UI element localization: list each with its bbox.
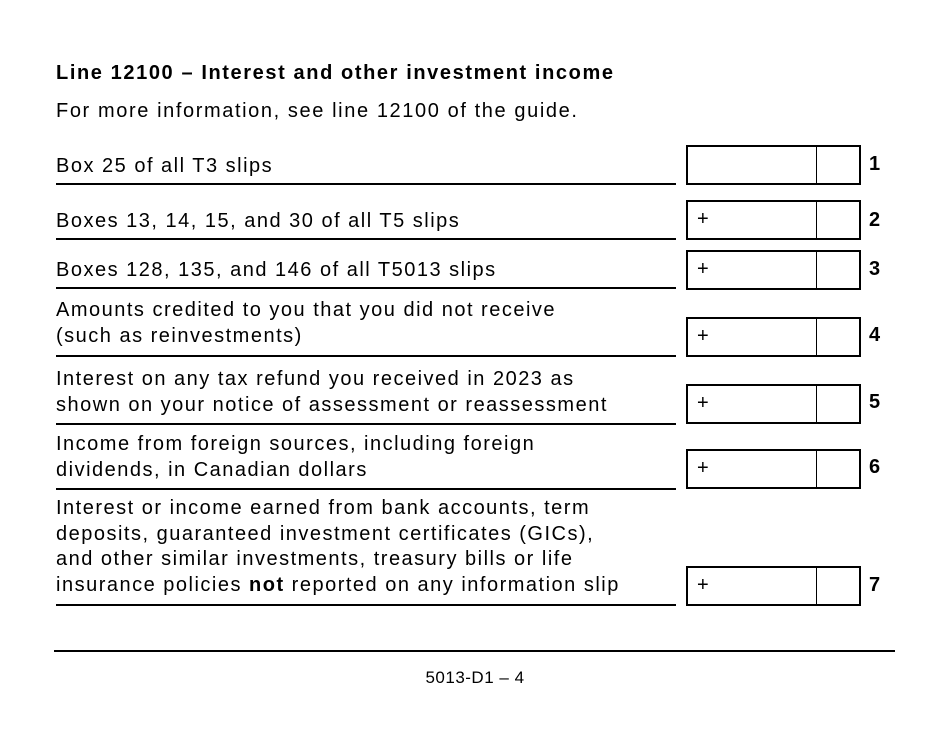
line-6-number: 6 (869, 456, 881, 478)
line-7-number: 7 (869, 574, 881, 596)
line-6-description (56, 432, 676, 490)
line-7-emphasis-not: not (249, 573, 285, 596)
line-2-description (56, 209, 676, 240)
line-6-amount-field[interactable] (686, 449, 861, 489)
line-5-text-2: shown on your notice of assessment or reassessment (56, 393, 608, 416)
line-2-amount-field[interactable] (686, 200, 861, 240)
line-3-sign: + (697, 258, 709, 280)
line-7-description (56, 496, 676, 606)
section-title: Line 12100 – Interest and other investment income (56, 62, 615, 84)
line-5-amount-field[interactable] (686, 384, 861, 424)
line-3-text: Boxes 128, 135, and 146 of all T5013 slips (56, 259, 497, 281)
line-5-description (56, 367, 676, 425)
line-1-number: 1 (869, 153, 881, 175)
line-7-amount-field[interactable] (686, 566, 861, 606)
line-4-text-2: (such as reinvestments) (56, 324, 303, 347)
line-6-cents-divider (816, 451, 817, 487)
line-4-text-1: Amounts credited to you that you did not receive (56, 299, 557, 321)
line-1-cents-divider (816, 147, 817, 183)
footer-rule (54, 650, 895, 652)
line-7-text-4 (56, 573, 676, 599)
line-6-sign: + (697, 457, 709, 479)
line-2-number: 2 (869, 209, 881, 231)
line-6-text-1: Income from foreign sources, including foreign (56, 433, 536, 455)
line-3-amount-field[interactable] (686, 250, 861, 290)
line-2-text: Boxes 13, 14, 15, and 30 of all T5 slips (56, 210, 461, 232)
line-5-sign: + (697, 392, 709, 414)
line-6-text-2: dividends, in Canadian dollars (56, 458, 368, 481)
line-4-number: 4 (869, 324, 881, 346)
section-subtitle: For more information, see line 12100 of the guide. (56, 100, 579, 122)
line-3-description (56, 258, 676, 289)
line-2-sign: + (697, 208, 709, 230)
line-3-cents-divider (816, 252, 817, 288)
line-4-sign: + (697, 325, 709, 347)
line-7-text-3: and other similar investments, treasury bills or life (56, 548, 574, 570)
line-7-cents-divider (816, 568, 817, 604)
page-footer-label: 5013-D1 – 4 (425, 668, 525, 687)
line-7-text-4b: reported on any information slip (284, 573, 620, 596)
line-5-number: 5 (869, 391, 881, 413)
line-1-amount-field[interactable] (686, 145, 861, 185)
line-7-text-2: deposits, guaranteed investment certificates (GICs), (56, 522, 595, 545)
line-7-sign: + (697, 574, 709, 596)
line-4-description (56, 298, 676, 357)
line-1-description (56, 154, 676, 185)
line-7-text-4a: insurance policies (56, 573, 250, 596)
line-7-text-1: Interest or income earned from bank accounts, term (56, 497, 591, 519)
line-1-text: Box 25 of all T3 slips (56, 155, 274, 177)
line-3-number: 3 (869, 258, 881, 280)
line-4-amount-field[interactable] (686, 317, 861, 357)
line-4-cents-divider (816, 319, 817, 355)
line-5-cents-divider (816, 386, 817, 422)
line-2-cents-divider (816, 202, 817, 238)
line-5-text-1: Interest on any tax refund you received in 2023 as (56, 368, 575, 390)
